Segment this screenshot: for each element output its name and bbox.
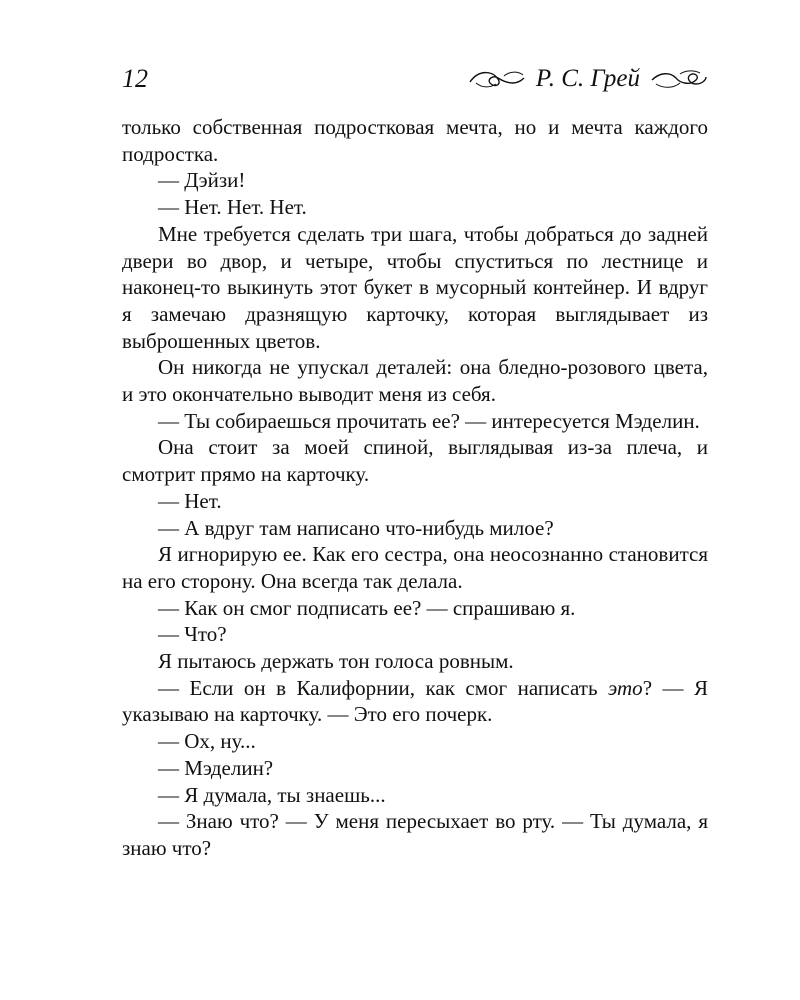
dialogue-line: — Я думала, ты знаешь...: [158, 782, 386, 807]
dialogue-line: [122, 675, 708, 728]
flourish-ornament-left-icon: [468, 68, 526, 90]
page-number: 12: [122, 64, 148, 93]
dialogue-line: — Что?: [158, 622, 227, 647]
dialogue-line: — Ты собираешься прочитать ее? — интересуется Мэделин.: [158, 408, 700, 433]
dialogue-line: — Нет.: [158, 488, 222, 513]
dialogue-line: — Как он смог подписать ее? — спрашиваю я.: [158, 595, 576, 620]
paragraph: Он никогда не упускал деталей: она бледно-розового цвета, и это окончательно выводит меня из себя.: [122, 355, 708, 407]
paragraph: Я игнорирую ее. Как его сестра, она неосознанно становится на его сторону. Она всегда так делала.: [122, 542, 708, 593]
dialogue-text-after: ? — Я указываю на карточку. — Это его почерк.: [122, 675, 709, 727]
body-text: [122, 114, 708, 862]
dialogue-line: — А вдруг там написано что-нибудь милое?: [158, 515, 554, 540]
dialogue-line: — Дэйзи!: [158, 168, 246, 193]
paragraph: только собственная подростковая мечта, но и мечта каждого подростка.: [122, 115, 708, 166]
running-header: [122, 62, 708, 96]
emphasized-word: это: [608, 675, 643, 700]
dialogue-text-before: — Если он в Калифорнии, как смог написать: [158, 675, 609, 700]
dialogue-line: — Нет. Нет. Нет.: [158, 195, 307, 220]
paragraph: Она стоит за моей спиной, выглядывая из-за плеча, и смотрит прямо на карточку.: [122, 435, 708, 487]
author-name: Р. С. Грей: [535, 65, 640, 92]
dialogue-line: — Знаю что? — У меня пересыхает во рту. — Ты думала, я знаю что?: [122, 809, 708, 860]
dialogue-line: — Мэделин?: [158, 755, 274, 780]
flourish-ornament-right-icon: [650, 68, 708, 90]
dialogue-line: — Ох, ну...: [158, 729, 256, 754]
paragraph: Я пытаюсь держать тон голоса ровным.: [158, 649, 514, 674]
author-running-head: [468, 62, 708, 96]
paragraph: Мне требуется сделать три шага, чтобы добраться до задней двери во двор, и четыре, чтобы спуститься по лестнице и наконец-то выкинуть этот букет в мусорный контейнер. И вдруг я замечаю дразнящую карточку, которая выглядывает из выброшенных цветов.: [122, 221, 708, 353]
